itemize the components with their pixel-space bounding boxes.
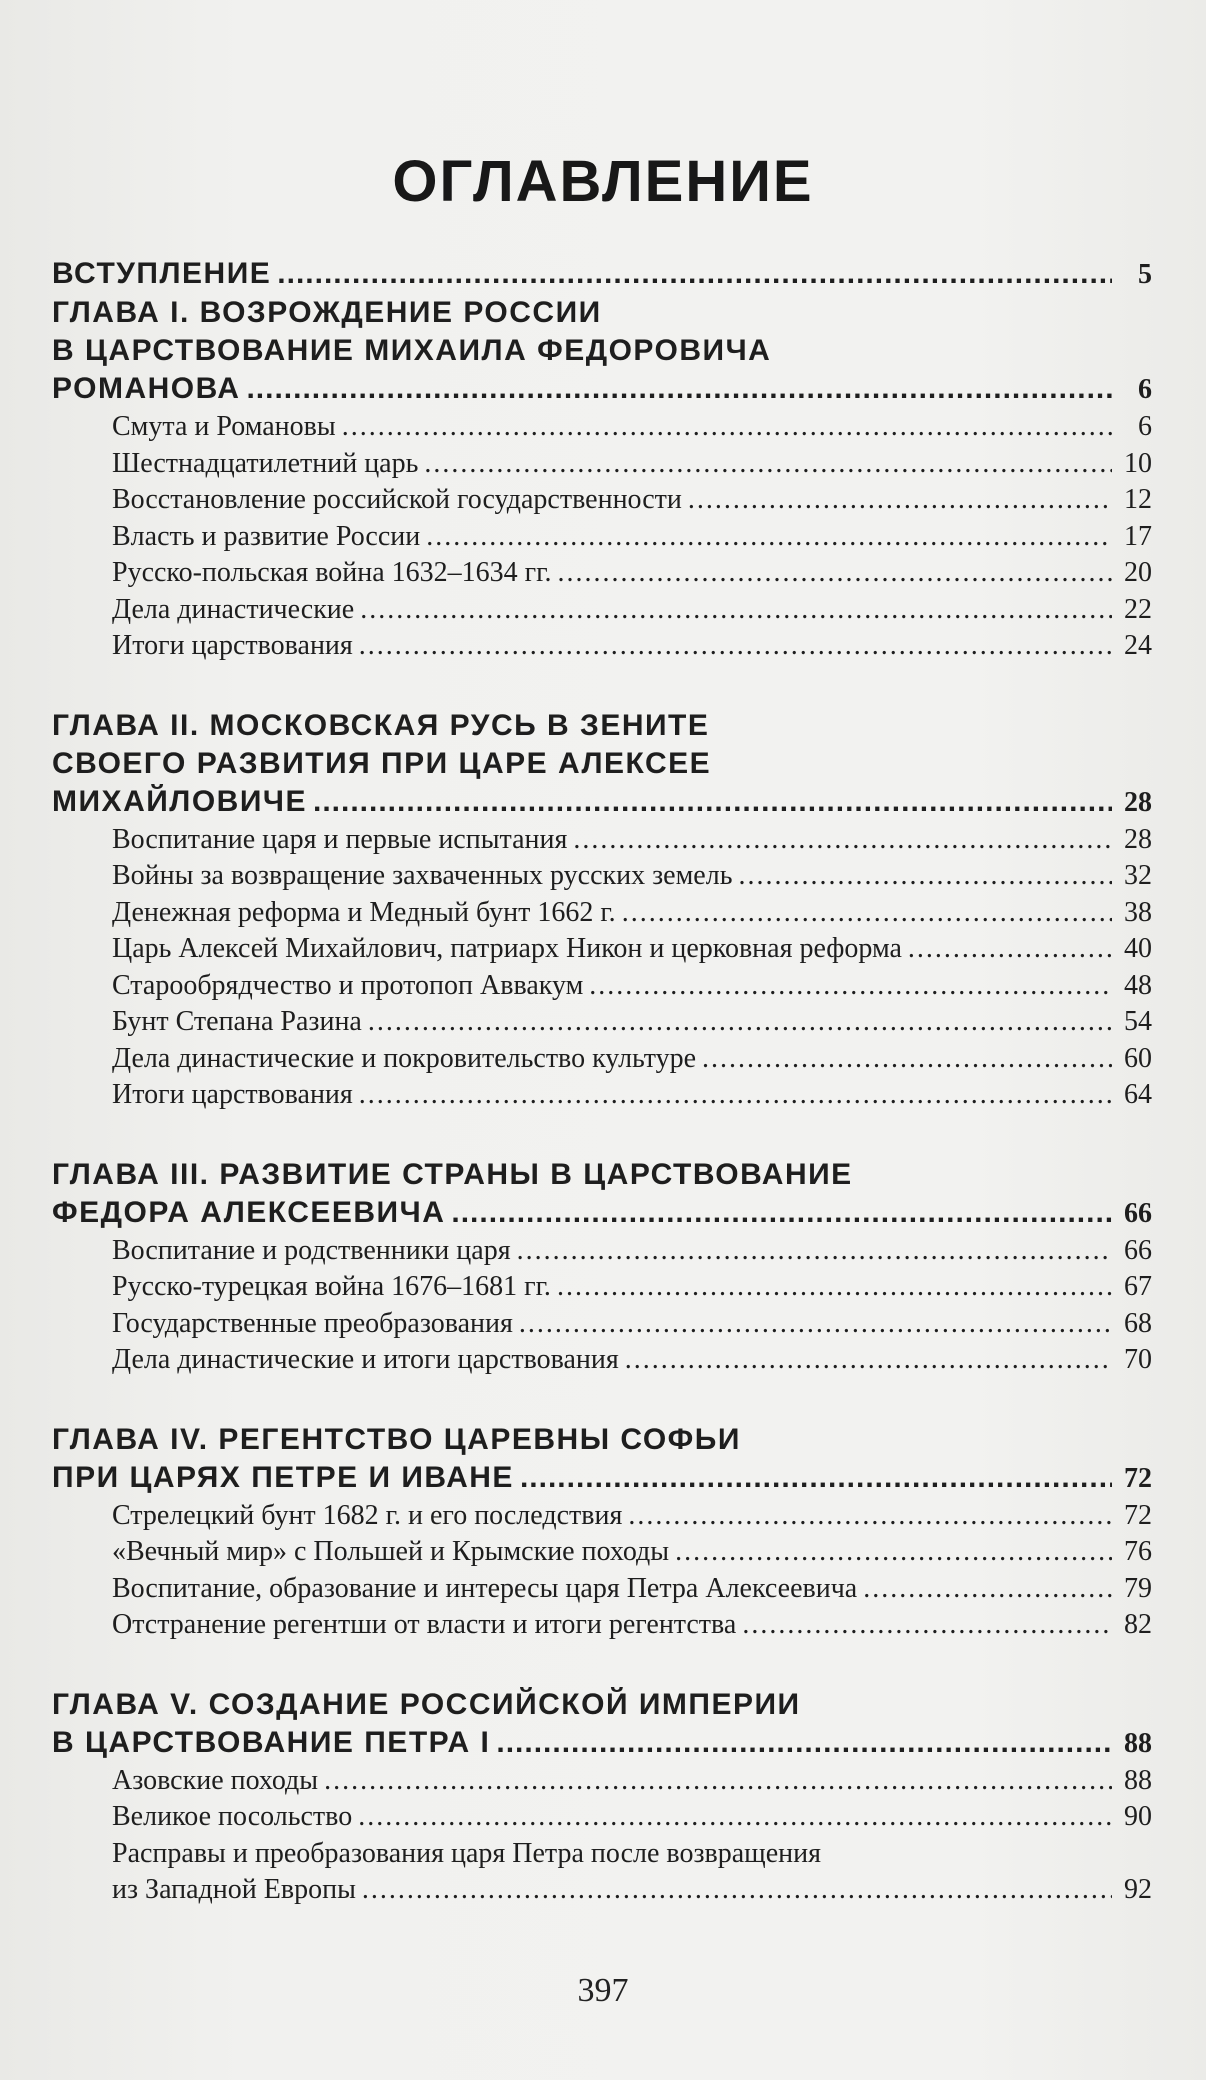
entry-label: ФЕДОРА АЛЕКСЕЕВИЧА (52, 1195, 446, 1229)
toc-section[interactable] (52, 1498, 1152, 1535)
dot-leader (277, 255, 1112, 293)
section-page: 70 (1124, 1344, 1152, 1375)
toc-section[interactable] (52, 1269, 1152, 1306)
toc-section[interactable] (52, 858, 1152, 895)
chapter-heading-line: ГЛАВА IV. РЕГЕНТСТВО ЦАРЕВНЫ СОФЬИ (52, 1422, 741, 1456)
section-label: Русско-польская война 1632–1634 гг. (112, 557, 552, 588)
chapter-heading-line: В ЦАРСТВОВАНИЕ МИХАИЛА ФЕДОРОВИЧА (52, 334, 772, 367)
section-label: Денежная реформа и Медный бунт 1662 г. (112, 896, 616, 928)
toc-section[interactable] (52, 1342, 1152, 1379)
toc-section[interactable] (52, 482, 1152, 519)
entry-page: 72 (1124, 1462, 1152, 1494)
dot-leader (362, 1872, 1112, 1909)
toc-section[interactable] (52, 1004, 1152, 1041)
dot-leader (622, 895, 1112, 932)
dot-leader (360, 592, 1112, 629)
toc-entry-chapter-1[interactable] (52, 370, 1152, 409)
section-page: 64 (1124, 1079, 1152, 1110)
dot-leader (688, 482, 1112, 519)
toc-section[interactable] (52, 409, 1152, 446)
section-page: 32 (1124, 860, 1152, 891)
chapter-heading-line: ГЛАВА II. МОСКОВСКАЯ РУСЬ В ЗЕНИТЕ (52, 708, 710, 742)
spacer (52, 1114, 1152, 1156)
section-page: 6 (1138, 411, 1152, 442)
toc-section[interactable] (52, 1233, 1152, 1270)
toc-entry-chapter-3[interactable] (52, 1194, 1152, 1233)
dot-leader (573, 822, 1112, 859)
section-page: 48 (1124, 969, 1152, 1001)
toc-section-line: Расправы и преобразования царя Петра после возвращения (112, 1837, 821, 1869)
dot-leader (359, 628, 1112, 665)
section-label: Стрелецкий бунт 1682 г. и его последствия (112, 1499, 623, 1531)
entry-label: МИХАЙЛОВИЧЕ (52, 784, 307, 818)
section-label: Азовские походы (112, 1764, 319, 1796)
section-label: Дела династические и покровительство культуре (112, 1042, 697, 1074)
entry-page: 88 (1124, 1727, 1152, 1759)
dot-leader (368, 1004, 1112, 1041)
section-label: Бунт Степана Разина (112, 1006, 362, 1037)
dot-leader (557, 555, 1112, 592)
section-page: 10 (1124, 447, 1152, 479)
section-label: Восстановление российской государственности (112, 484, 682, 515)
section-page: 60 (1124, 1042, 1152, 1074)
toc-section[interactable] (52, 1077, 1152, 1114)
entry-label: В ЦАРСТВОВАНИЕ ПЕТРА I (52, 1725, 491, 1759)
section-label: Старообрядчество и протопоп Аввакум (112, 969, 584, 1001)
toc-section[interactable] (52, 1607, 1152, 1644)
dot-leader (313, 783, 1112, 821)
dot-leader (589, 968, 1112, 1005)
toc-section[interactable] (52, 628, 1152, 665)
entry-page: 5 (1138, 259, 1152, 290)
dot-leader (324, 1763, 1112, 1800)
chapter-heading-line: СВОЕГО РАЗВИТИЯ ПРИ ЦАРЕ АЛЕКСЕЕ (52, 746, 712, 780)
entry-page: 6 (1138, 374, 1152, 405)
section-page: 40 (1124, 933, 1152, 964)
dot-leader (625, 1342, 1112, 1379)
section-page: 92 (1124, 1874, 1152, 1905)
entry-label: ПРИ ЦАРЯХ ПЕТРЕ И ИВАНЕ (52, 1460, 514, 1494)
dot-leader (342, 409, 1112, 446)
section-page: 38 (1124, 896, 1152, 928)
spacer (52, 1644, 1152, 1686)
section-label: Войны за возвращение захваченных русских земель (112, 860, 733, 891)
section-label: Дела династические (112, 593, 355, 625)
toc-section[interactable] (52, 446, 1152, 483)
section-page: 24 (1124, 630, 1152, 661)
chapter-heading-line: ГЛАВА I. ВОЗРОЖДЕНИЕ РОССИИ (52, 296, 602, 329)
section-label: Итоги царствования (112, 630, 353, 661)
dot-leader (557, 1269, 1112, 1306)
section-label: Русско-турецкая война 1676–1681 гг. (112, 1271, 551, 1302)
dot-leader (426, 519, 1112, 556)
section-label: Шестнадцатилетний царь (112, 447, 419, 479)
section-label: Отстранение регентши от власти и итоги регентства (112, 1609, 737, 1640)
section-page: 76 (1124, 1536, 1152, 1567)
section-page: 82 (1124, 1609, 1152, 1640)
toc-section[interactable] (52, 1571, 1152, 1608)
section-label: Великое посольство (112, 1801, 353, 1832)
toc-section[interactable] (52, 1799, 1152, 1836)
entry-page: 28 (1124, 786, 1152, 818)
section-label: Воспитание, образование и интересы царя Петра Алексеевича (112, 1572, 858, 1604)
entry-label: ВСТУПЛЕНИЕ (52, 257, 272, 290)
toc-section[interactable] (52, 555, 1152, 592)
dot-leader (702, 1041, 1112, 1078)
page-number: 397 (577, 1972, 629, 2009)
dot-leader (863, 1571, 1112, 1608)
dot-leader (908, 931, 1112, 968)
section-page: 17 (1124, 520, 1152, 552)
dot-leader (742, 1607, 1112, 1644)
toc-entry-intro[interactable] (52, 255, 1152, 294)
section-label: Итоги царствования (112, 1079, 353, 1110)
section-page: 79 (1124, 1572, 1152, 1604)
section-page: 20 (1124, 557, 1152, 588)
section-page: 54 (1124, 1006, 1152, 1037)
section-page: 67 (1124, 1271, 1152, 1302)
section-page: 90 (1124, 1801, 1152, 1832)
spacer (52, 665, 1152, 707)
chapter-heading-line: ГЛАВА V. СОЗДАНИЕ РОССИЙСКОЙ ИМПЕРИИ (52, 1687, 801, 1721)
section-page: 12 (1124, 484, 1152, 515)
toc-section[interactable] (52, 1763, 1152, 1800)
dot-leader (519, 1306, 1112, 1343)
toc-section[interactable] (52, 1872, 1152, 1909)
toc-entry-chapter-5[interactable] (52, 1724, 1152, 1763)
chapter-heading-line: ГЛАВА III. РАЗВИТИЕ СТРАНЫ В ЦАРСТВОВАНИЕ (52, 1157, 853, 1191)
toc-section[interactable] (52, 1041, 1152, 1078)
toc-section[interactable] (52, 1534, 1152, 1571)
section-label: из Западной Европы (112, 1874, 356, 1905)
toc-section[interactable] (52, 931, 1152, 968)
section-label: Царь Алексей Михайлович, патриарх Никон и церковная реформа (112, 933, 902, 964)
dot-leader (520, 1459, 1112, 1497)
dot-leader (359, 1077, 1112, 1114)
dot-leader (358, 1799, 1112, 1836)
entry-page: 66 (1124, 1197, 1152, 1229)
section-page: 68 (1124, 1307, 1152, 1339)
toc-section[interactable] (52, 822, 1152, 859)
section-label: Смута и Романовы (112, 411, 336, 442)
section-label: Власть и развитие России (112, 520, 421, 552)
section-label: Государственные преобразования (112, 1307, 513, 1339)
section-page: 28 (1124, 823, 1152, 855)
table-of-contents (52, 255, 1152, 1909)
section-page: 66 (1124, 1234, 1152, 1266)
section-page: 88 (1124, 1764, 1152, 1796)
toc-section[interactable] (52, 519, 1152, 556)
section-label: «Вечный мир» с Польшей и Крымские походы (112, 1536, 670, 1567)
toc-entry-chapter-2[interactable] (52, 783, 1152, 822)
dot-leader (424, 446, 1112, 483)
section-page: 22 (1124, 593, 1152, 625)
section-label: Дела династические и итоги царствования (112, 1344, 619, 1375)
toc-entry-chapter-4[interactable] (52, 1459, 1152, 1498)
section-page: 72 (1124, 1499, 1152, 1531)
dot-leader (628, 1498, 1112, 1535)
page-title: ОГЛАВЛЕНИЕ (392, 149, 814, 214)
dot-leader (675, 1534, 1112, 1571)
toc-section[interactable] (52, 592, 1152, 629)
section-label: Воспитание и родственники царя (112, 1234, 511, 1266)
section-label: Воспитание царя и первые испытания (112, 823, 568, 855)
dot-leader (451, 1194, 1112, 1232)
dot-leader (517, 1233, 1112, 1270)
entry-label: РОМАНОВА (52, 372, 241, 405)
dot-leader (738, 858, 1112, 895)
spacer (52, 1379, 1152, 1421)
dot-leader (246, 370, 1112, 408)
dot-leader (496, 1724, 1112, 1762)
toc-section[interactable] (52, 1306, 1152, 1343)
toc-section[interactable] (52, 968, 1152, 1005)
toc-section[interactable] (52, 895, 1152, 932)
